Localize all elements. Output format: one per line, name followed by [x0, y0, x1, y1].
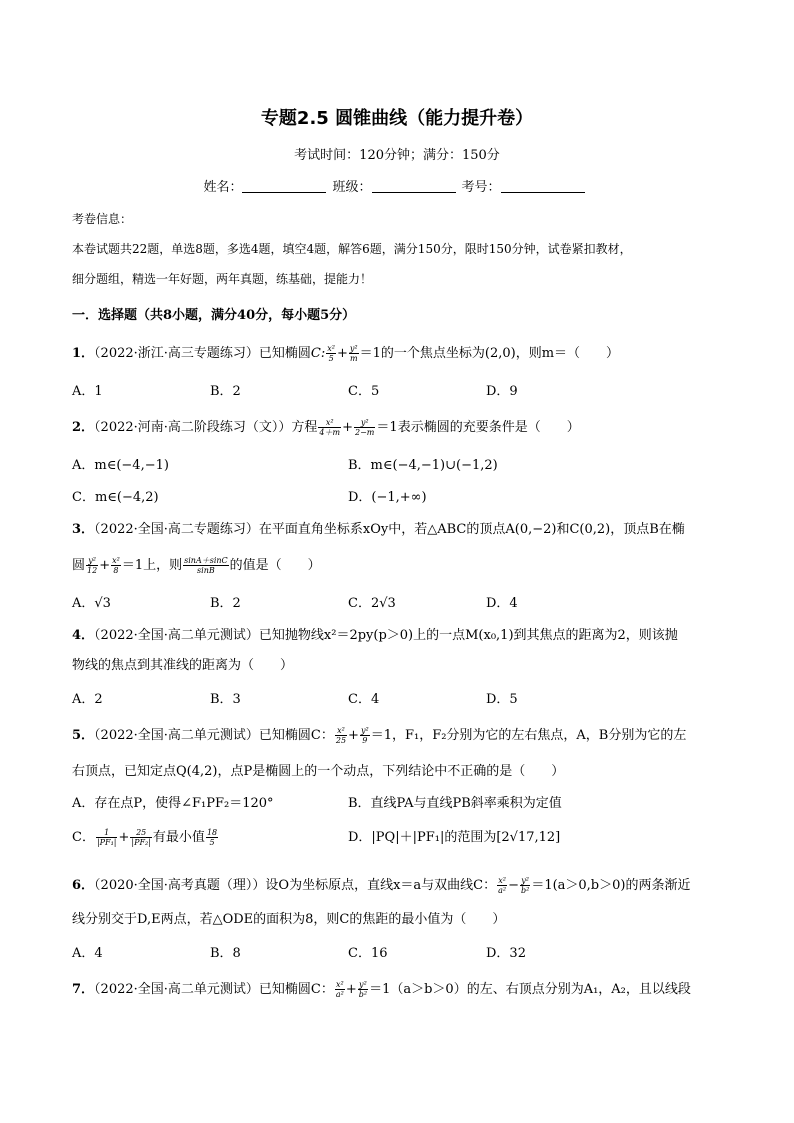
option-c[interactable]: C．5 — [348, 384, 380, 399]
question-4 — [72, 624, 678, 643]
question-text: 圆 — [72, 558, 86, 573]
math-fraction: $\frac{\text{y²}}{\text{b²}}$ — [358, 980, 368, 999]
student-info-line — [0, 176, 794, 195]
question-text: 方程 — [291, 420, 318, 435]
question-number: 6． — [72, 878, 95, 893]
option-a[interactable]: A．1 — [72, 384, 103, 399]
math-fraction: $\frac{\text{x²}}{25}$ — [335, 726, 347, 745]
option-d[interactable]: D．|PQ|＋|PF₁|的范围为[2√17,12] — [348, 830, 561, 845]
option-label: C． — [72, 830, 95, 845]
option-a[interactable]: A．m∈(−4,−1) — [72, 458, 169, 473]
option-b[interactable]: B．2 — [210, 596, 241, 611]
math-fraction: $\frac{\text{x²}}{5}$ — [327, 344, 335, 363]
question-number: 5． — [72, 728, 95, 743]
math-fraction: $\frac{25}{\text{|PF₂|}}$ — [131, 828, 151, 847]
page-title: 专题2.5 圆锥曲线（能力提升卷） — [260, 108, 534, 129]
math-fraction: $\frac{\text{x²}}{4+m}$ — [319, 418, 341, 437]
math-fraction: $\frac{\text{y²}}{m}$ — [349, 344, 358, 363]
question-text: ＝1（a＞b＞0）的左、右顶点分别为A₁，A₂，且以线段 — [369, 982, 691, 997]
math-fraction: $\frac{18}{5}$ — [206, 828, 218, 847]
question-source: （2022·河南·高二阶段练习（文）） — [94, 420, 292, 435]
math-fraction: $\frac{\text{y²}}{2-m}$ — [355, 418, 375, 437]
math-fraction: $\frac{\text{x²}}{\text{a²}}$ — [498, 876, 507, 895]
section-heading: 一．选择题（共8小题，满分40分，每小题5分） — [72, 308, 356, 323]
question-text: ＝1(a＞0,b＞0)的两条渐近 — [531, 878, 691, 893]
class-label: 班级： — [332, 180, 372, 195]
question-text: ＝1，F₁，F₂分别为它的左右焦点，A，B分别为它的左 — [370, 728, 687, 743]
math-fraction: $\frac{1}{\text{|PF₁|}}$ — [96, 828, 117, 847]
question-2: 2．（2022·河南·高二阶段练习（文））方程 $\frac{\text{x²}}{4+m}$ + $\frac{\text{y²}}{2-m}$ ＝1表示椭圆的充要条件是（ ） — [72, 418, 580, 437]
option-c[interactable]: C．16 — [348, 946, 388, 961]
math-fraction: $\frac{\text{x²}}{8}$ — [112, 556, 120, 575]
option-text: 有最小值 — [152, 830, 205, 845]
question-text: 已知椭圆 — [258, 346, 311, 361]
option-b[interactable]: B．2 — [210, 384, 241, 399]
question-6: 6．（2020·全国·高考真题（理））设O为坐标原点，直线x＝a与双曲线C： $\frac{\text{x²}}{\text{a²}}$ − $\frac{\text{y²}}{\text{b²}}$ ＝1(a＞0,b＞0)的两条渐近 — [72, 876, 691, 895]
question-number: 3． — [72, 522, 95, 537]
question-7: 7．（2022·全国·高二单元测试）已知椭圆C： $\frac{\text{x²}}{\text{a²}}$ + $\frac{\text{y²}}{\text{b²}}$ ＝1（a＞b＞0）的左、右顶点分别为A₁，A₂，且以线段 — [72, 980, 691, 999]
math-expression: C: — [310, 346, 326, 361]
math-fraction: $\frac{\sin A+\sin C}{\sin B}$ — [184, 556, 228, 575]
question-5-line-2: 右顶点，已知定点Q(4,2)，点P是椭圆上的一个动点，下列结论中不正确的是（ ） — [72, 764, 565, 779]
question-text: 已知抛物线x²＝2py(p＞0)上的一点M(x₀,1)到其焦点的距离为2，则该抛 — [258, 628, 678, 643]
option-c[interactable]: C．m∈(−4,2) — [72, 490, 159, 505]
math-fraction: $\frac{\text{y²}}{9}$ — [360, 726, 369, 745]
question-number: 7． — [72, 982, 95, 997]
question-source: （2022·全国·高二专题练习） — [94, 522, 259, 537]
option-b[interactable]: B．m∈(−4,−1)∪(−1,2) — [348, 458, 498, 473]
math-fraction: $\frac{\text{x²}}{\text{a²}}$ — [335, 980, 344, 999]
option-b[interactable]: B．8 — [210, 946, 241, 961]
exam-time-info: 考试时间：120分钟；满分：150分 — [294, 148, 500, 163]
question-number: 1． — [72, 346, 95, 361]
option-a[interactable]: A．存在点P，使得∠F₁PF₂＝120° — [72, 796, 274, 811]
question-number: 2． — [72, 420, 95, 435]
question-source: （2022·浙江·高三专题练习） — [94, 346, 259, 361]
question-text: 已知椭圆C： — [258, 982, 334, 997]
question-source: （2022·全国·高二单元测试） — [94, 982, 259, 997]
option-c[interactable]: C． $\frac{1}{\text{|PF₁|}}$ + $\frac{25}{\text{|PF₂|}}$ 有最小值 $\frac{18}{5}$ — [72, 828, 218, 847]
math-fraction: $\frac{\text{y²}}{\text{b²}}$ — [520, 876, 530, 895]
option-a[interactable]: A．4 — [72, 946, 103, 961]
question-text: 表示椭圆的充要条件是（ ） — [397, 420, 580, 435]
option-d[interactable]: D．(−1,+∞) — [348, 490, 427, 505]
option-a[interactable]: A．2 — [72, 692, 103, 707]
question-text: 上，则 — [143, 558, 183, 573]
question-text: 在平面直角坐标系xOy中，若△ABC的顶点A(0,−2)和C(0,2)，顶点B在椭 — [258, 522, 685, 537]
name-field[interactable] — [242, 180, 326, 193]
question-4-line-2: 物线的焦点到其准线的距离为（ ） — [72, 658, 294, 673]
id-label: 考号： — [461, 180, 501, 195]
question-3-line-2: 圆 $\frac{\text{y²}}{12}$ + $\frac{\text{x²}}{8}$ ＝1上，则 $\frac{\sin A+\sin C}{\sin B}$ 的值是（ ） — [72, 556, 321, 575]
question-text: 设O为坐标原点，直线x＝a与双曲线C： — [265, 878, 497, 893]
option-d[interactable]: D．5 — [486, 692, 518, 707]
math-fraction: $\frac{\text{y²}}{12}$ — [87, 556, 98, 575]
info-line-2: 细分题组，精选一年好题，两年真题，练基础，提能力！ — [72, 272, 373, 286]
question-6-line-2: 线分别交于D,E两点，若△ODE的面积为8，则C的焦距的最小值为（ ） — [72, 912, 506, 927]
question-source: （2022·全国·高二单元测试） — [94, 628, 259, 643]
question-text: 的值是（ ） — [229, 558, 321, 573]
question-number: 4． — [72, 628, 95, 643]
question-source: （2020·全国·高考真题（理）） — [94, 878, 266, 893]
option-d[interactable]: D．4 — [486, 596, 518, 611]
question-source: （2022·全国·高二单元测试） — [94, 728, 259, 743]
option-a[interactable]: A．√3 — [72, 596, 111, 611]
question-3 — [72, 518, 685, 537]
name-label: 姓名： — [203, 180, 243, 195]
option-d[interactable]: D．32 — [486, 946, 526, 961]
option-c[interactable]: C．4 — [348, 692, 380, 707]
option-c[interactable]: C．2√3 — [348, 596, 396, 611]
class-field[interactable] — [372, 180, 456, 193]
id-field[interactable] — [501, 180, 585, 193]
question-1: 1．（2022·浙江·高三专题练习）已知椭圆C: $\frac{\text{x²}}{5}$ + $\frac{\text{y²}}{m}$ ＝1的一个焦点坐标为(2,0)，则m＝（ ） — [72, 344, 620, 363]
option-b[interactable]: B．3 — [210, 692, 241, 707]
option-b[interactable]: B．直线PA与直线PB斜率乘积为定值 — [348, 796, 562, 811]
question-text: 已知椭圆C： — [258, 728, 334, 743]
info-line-1: 本卷试题共22题，单选8题，多选4题，填空4题，解答6题，满分150分，限时150分钟，试卷紧扣教材， — [72, 242, 632, 256]
option-d[interactable]: D．9 — [486, 384, 518, 399]
question-text: 的一个焦点坐标为(2,0)，则m＝（ ） — [380, 346, 620, 361]
info-heading: 考卷信息： — [72, 212, 133, 226]
question-5: 5．（2022·全国·高二单元测试）已知椭圆C： $\frac{\text{x²}}{25}$ + $\frac{\text{y²}}{9}$ ＝1，F₁，F₂分别为它的左右焦点，A，B分别为它的左 — [72, 726, 687, 745]
